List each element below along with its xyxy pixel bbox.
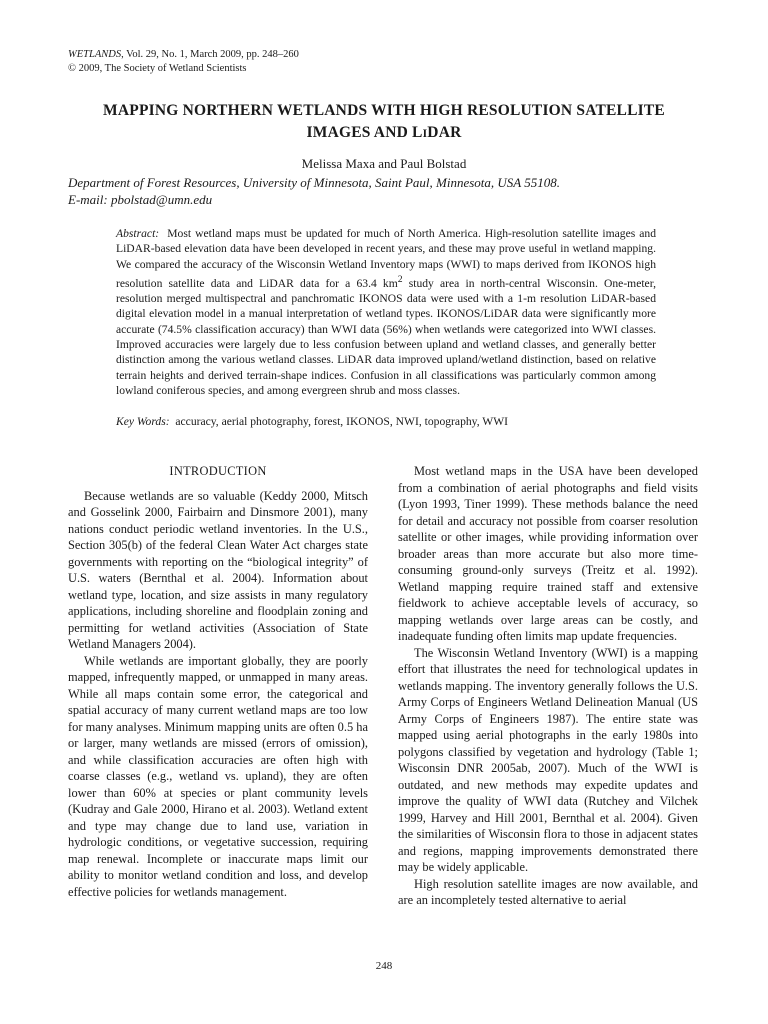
email: E-mail: pbolstad@umn.edu (68, 192, 213, 207)
keywords-text: accuracy, aerial photography, forest, IKONOS, NWI, topography, WWI (175, 415, 509, 428)
title-line-2-small: I (422, 128, 428, 140)
paragraph: The Wisconsin Wetland Inventory (WWI) is a mapping effort that illustrates the need for technological updates in wetlands mapping. The inventory generally follows the U.S. Army Corps of Engineers Wetland Delineation Manual (US Army Corps of Engineers 1987). The entire state was mapped using aerial photographs in the early 1980s into polygons classified by vegetation and hydrology (Table 1; Wisconsin DNR 2005ab, 2007). Much of the WWI is outdated, and new methods may expedite updates and improve the quality of WWI data (Rutchey and Vilchek 1999, Harvey and Hill 2001, Bernthal et al. 2004). Given the similarities of Wisconsin flora to those in adjacent states and regions, mapping improvements demonstrated there may be widely applicable. (398, 645, 698, 874)
copyright-line: © 2009, The Society of Wetland Scientists (68, 63, 247, 74)
paragraph: Most wetland maps in the USA have been developed from a combination of aerial photographs and field visits (Lyon 1993, Tiner 1999). These methods balance the need for detail and accuracy not possible from coarser resolution satellite or other images, while providing information over broader areas than more accurate but also more time-consuming ground-only surveys (Treitz et al. 1992). Wetland mapping require trained staff and extensive fieldwork to achieve acceptable levels of accuracy, so mapping wetlands over large areas can be costly, and inadequate funding often limits map update frequencies. (398, 464, 698, 643)
citation-line (68, 48, 299, 62)
abstract (116, 226, 656, 398)
abstract-superscript: 2 (397, 273, 403, 285)
authors: Melissa Maxa and Paul Bolstad (301, 156, 467, 171)
abstract-text-1: Most wetland maps must be updated for much of North America. High-resolution satellite images and LiDAR-based elevation data have been developed in recent years, and these may prove useful in wetland mapping. We compared the accuracy of the Wisconsin Wetland Inventory maps (WWI) to maps derived from IKONOS high resolution satellite data and LiDAR data for a 63.4 km (116, 227, 657, 290)
abstract-label: Abstract: (116, 227, 160, 240)
left-column (68, 463, 368, 900)
right-column (398, 463, 698, 909)
paragraph: While wetlands are important globally, they are poorly mapped, infrequently mapped, or unmapped in many areas. While all maps contain some error, the categorical and spatial accuracy of many current wetland maps are too low for many analyses. Minimum mapping units are often 0.5 ha or larger, many wetlands are missed (errors of omission), and while classification accuracies are often high with coarse classes (e.g., wetland vs. upland), they are often lower than 60% at species or plant community levels (Kudray and Gale 2000, Hirano et al. 2003). Wetland extent and type may change due to land use, variation in hydrologic conditions, or vegetative succession, requiring map renewal. Incomplete or inaccurate maps limit our ability to monitor wetland condition and loss, and develop effective policies for wetlands management. (68, 653, 368, 899)
journal-name: WETLANDS (68, 49, 122, 60)
paragraph: Because wetlands are so valuable (Keddy 2000, Mitsch and Gosselink 2000, Fairbairn and Dinsmore 2001), many nations conduct periodic wetland inventories. In the U.S., Section 305(b) of the federal Clean Water Act charges state governments with reporting on the “biological integrity” of U.S. waters (Bernthal et al. 2004). Information about wetland type, location, and size assists in many regulatory applications, including shoreline and floodplain zoning and permitting for wetland activities (Association of State Wetland Managers 2004). (68, 488, 368, 651)
title-line-2 (60, 122, 708, 145)
title-line-2-suffix: DAR (427, 124, 462, 141)
affiliation: Department of Forest Resources, University of Minnesota, Saint Paul, Minnesota, USA 55108. (68, 175, 561, 190)
paragraph: High resolution satellite images are now available, and are an incompletely tested alternative to aerial (398, 876, 698, 907)
title-line-2-prefix: IMAGES AND L (306, 124, 423, 141)
article-title (60, 100, 708, 145)
abstract-text-2: study area in north-central Wisconsin. One-meter, resolution merged multispectral and panchromatic IKONOS data were used with a 1-m resolution LiDAR-based digital elevation model in a manual interpretation of wetland types. IKONOS/LiDAR data were significantly more accurate (74.5% classification accuracy) than WWI data (56%) when wetlands were categorized into WWI classes. Improved accuracies were largely due to less confusion between upland and wetland classes, and generally better distinction among the various wetland classes. LiDAR data improved upland/wetland distinction, based on relative terrain heights and derived terrain-shape indices. Confusion in all classifications was particularly common among lowland coniferous species, and among evergreen shrub and moss classes. (116, 276, 657, 397)
affiliation-block (68, 174, 708, 208)
journal-header (68, 48, 299, 76)
keywords (116, 414, 656, 429)
page-number: 248 (375, 960, 393, 972)
keywords-label: Key Words: (116, 415, 170, 428)
section-heading-introduction: INTRODUCTION (169, 464, 267, 478)
citation-details: , Vol. 29, No. 1, March 2009, pp. 248–260 (121, 49, 299, 60)
title-line-1: MAPPING NORTHERN WETLANDS WITH HIGH RESOLUTION SATELLITE (103, 102, 665, 119)
